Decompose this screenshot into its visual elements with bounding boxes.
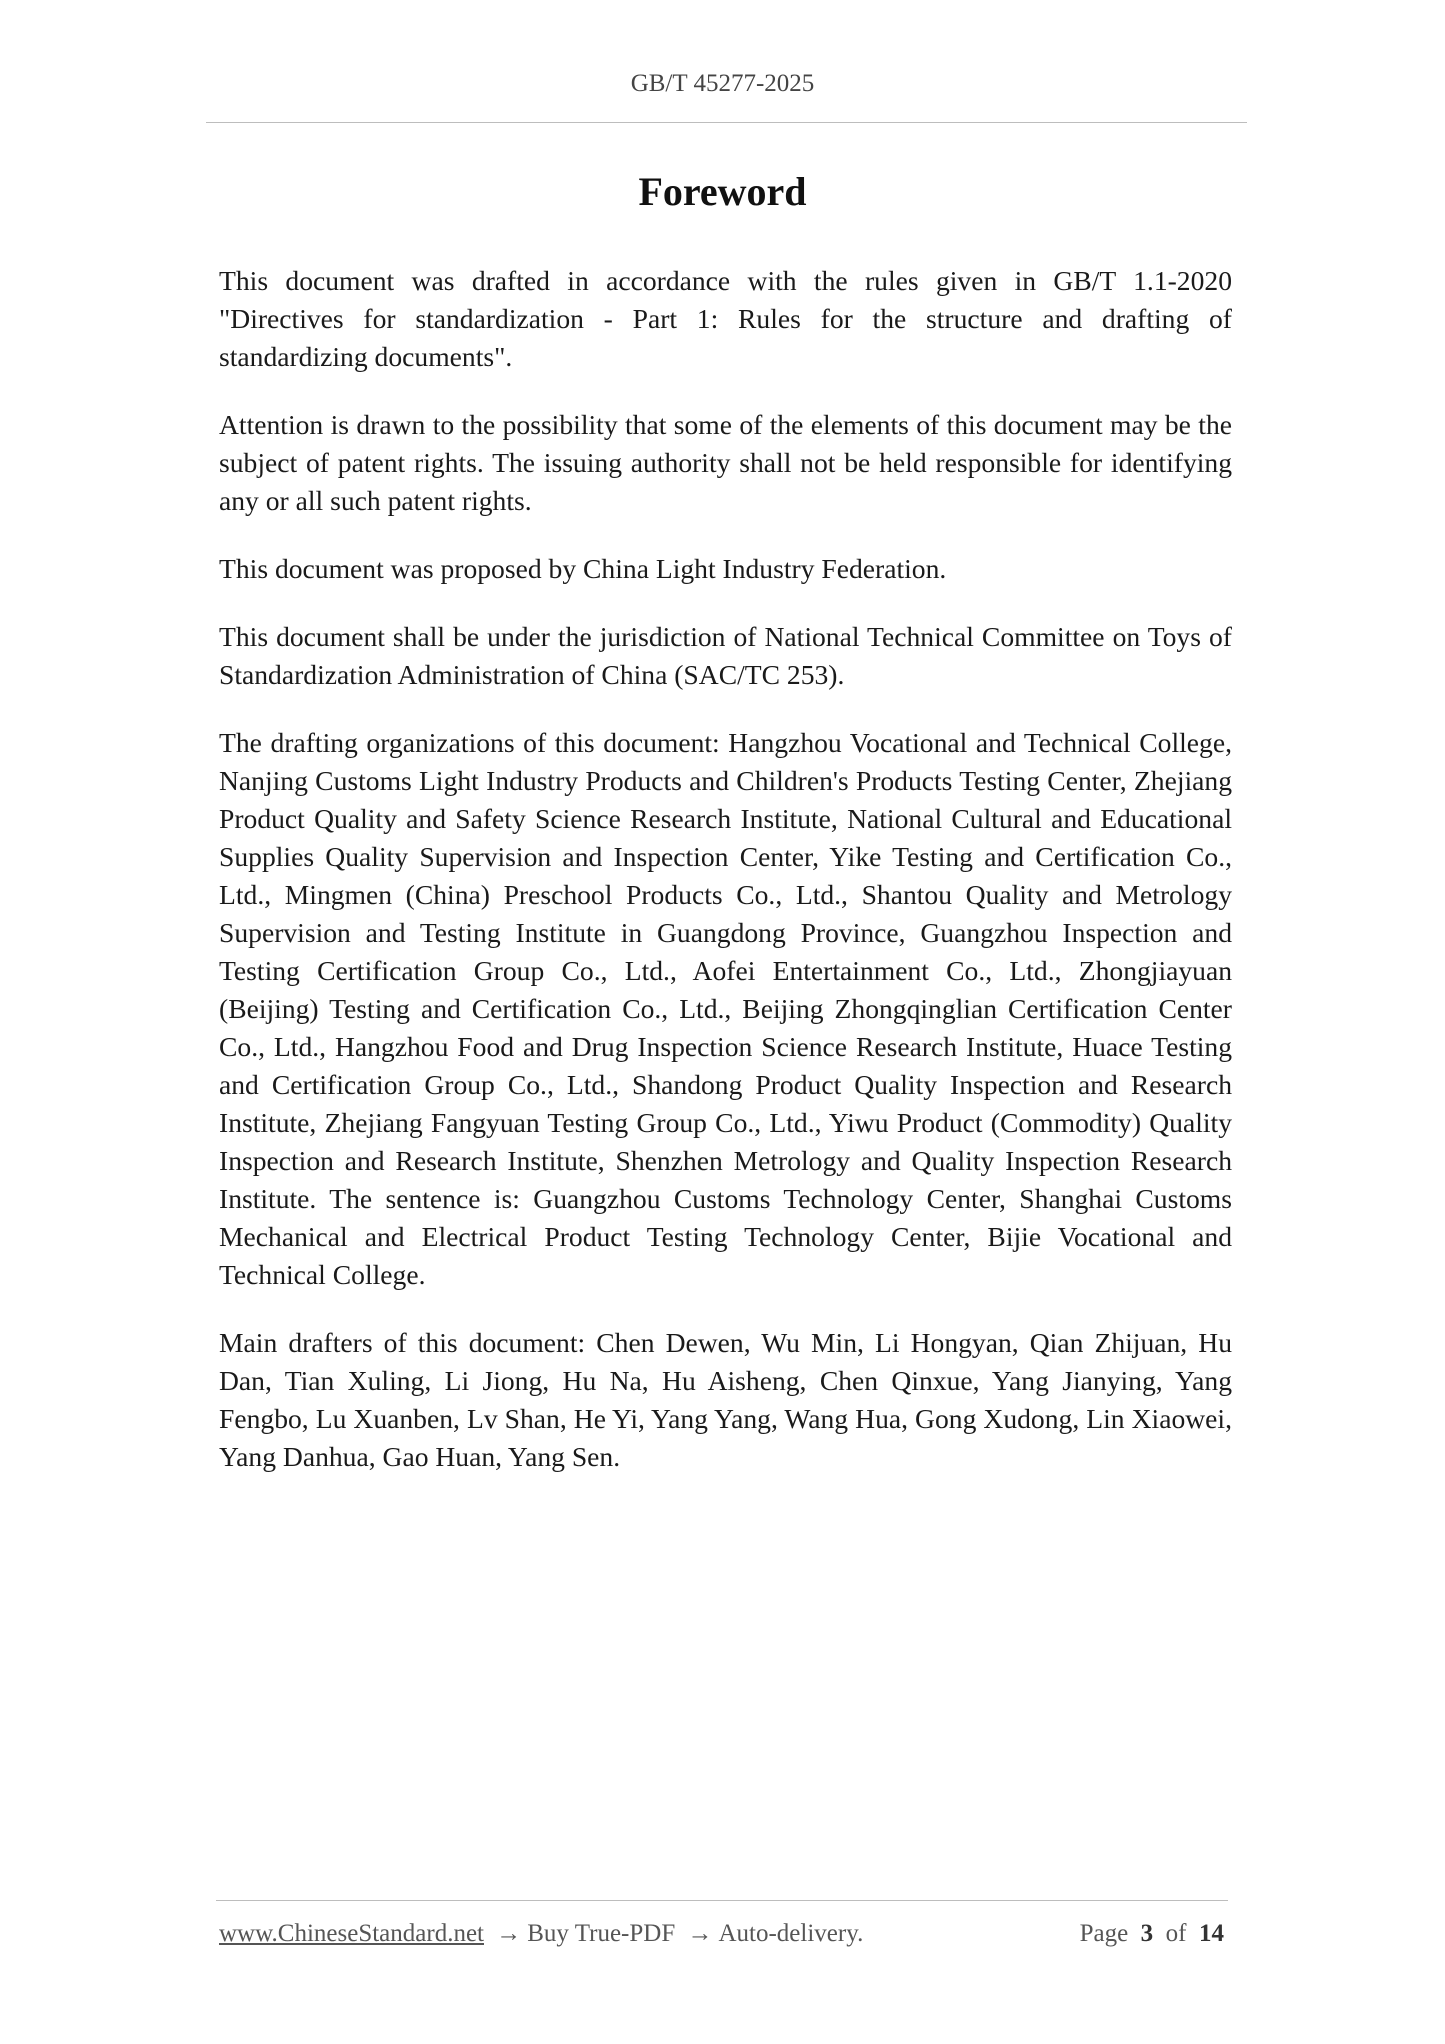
page-title: Foreword xyxy=(638,169,807,214)
page-current: 3 xyxy=(1140,1920,1154,1947)
foreword-body xyxy=(219,262,1232,1506)
paragraph-drafting-rules: This document was drafted in accordance with the rules given in GB/T 1.1-2020 "Directives for standardization - Part 1: Rules for the structure and drafting of standardizing documents". xyxy=(219,265,1232,372)
buy-true-pdf-text: Buy True-PDF xyxy=(527,1920,676,1947)
paragraph-drafting-organizations: The drafting organizations of this document: Hangzhou Vocational and Technical College, Nanjing Customs Light Industry Products and Children's Products Testing Center, Zhejiang Product Quality and Safety Science Research Institute, National Cultural and Educational Supplies Quality Supervision and Inspection Center, Yike Testing and Certification Co., Ltd., Mingmen (China) Preschool Products Co., Ltd., Shantou Quality and Metrology Supervision and Testing Institute in Guangdong Province, Guangzhou Inspection and Testing Certification Group Co., Ltd., Aofei Entertainment Co., Ltd., Zhongjiayuan (Beijing) Testing and Certification Co., Ltd., Beijing Zhongqinglian Certification Center Co., Ltd., Hangzhou Food and Drug Inspection Science Research Institute, Huace Testing and Certification Group Co., Ltd., Shandong Product Quality Inspection and Research Institute, Zhejiang Fangyuan Testing Group Co., Ltd., Yiwu Product (Commodity) Quality Inspection and Research Institute, Shenzhen Metrology and Quality Inspection Research Institute. The sentence is: Guangzhou Customs Technology Center, Shanghai Customs Mechanical and Electrical Product Testing Technology Center, Bijie Vocational and Technical College. xyxy=(219,727,1232,1290)
paragraph-jurisdiction: This document shall be under the jurisdiction of National Technical Committee on Toys of Standardization Administration of China (SAC/TC 253). xyxy=(219,621,1232,690)
footer-divider xyxy=(216,1900,1228,1901)
running-header xyxy=(0,70,1445,98)
page-number xyxy=(1080,1920,1224,1948)
header-divider xyxy=(206,122,1247,123)
footer-left xyxy=(219,1920,863,1948)
auto-delivery-text: Auto-delivery. xyxy=(718,1920,864,1947)
arrow-right-icon: → xyxy=(496,1920,522,1947)
document-code: GB/T 45277-2025 xyxy=(630,70,815,97)
page-word: Page xyxy=(1079,1920,1129,1947)
paragraph-patent-notice: Attention is drawn to the possibility that some of the elements of this document may be the subject of patent rights. The issuing authority shall not be held responsible for identifying any or all such patent rights. xyxy=(219,409,1232,516)
of-word: of xyxy=(1165,1920,1187,1947)
site-link[interactable]: www.ChineseStandard.net xyxy=(219,1920,484,1947)
paragraph-main-drafters: Main drafters of this document: Chen Dewen, Wu Min, Li Hongyan, Qian Zhijuan, Hu Dan, Tian Xuling, Li Jiong, Hu Na, Hu Aisheng, Chen Qinxue, Yang Jianying, Yang Fengbo, Lu Xuanben, Lv Shan, He Yi, Yang Yang, Wang Hua, Gong Xudong, Lin Xiaowei, Yang Danhua, Gao Huan, Yang Sen. xyxy=(219,1327,1232,1472)
paragraph-proposer: This document was proposed by China Light Industry Federation. xyxy=(219,553,947,584)
page-total: 14 xyxy=(1199,1920,1224,1947)
page-footer xyxy=(219,1920,1224,1948)
arrow-right-icon: → xyxy=(687,1920,713,1947)
